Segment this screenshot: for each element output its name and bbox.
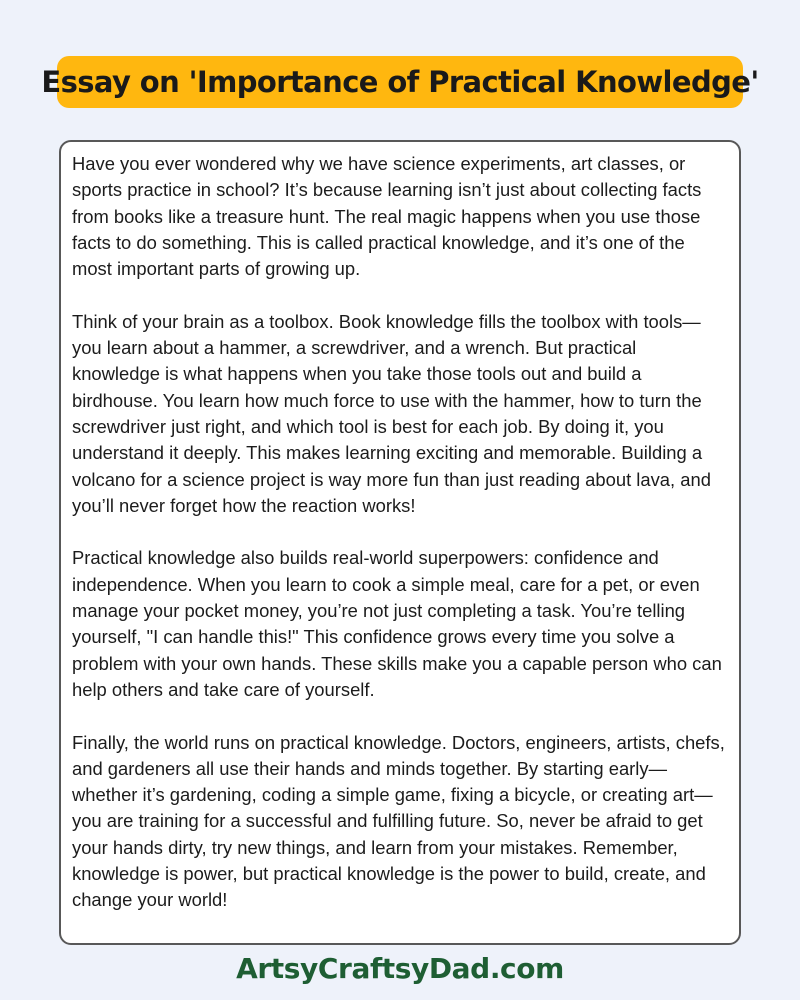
essay-paragraph-1: Have you ever wondered why we have science experiments, art classes, or sports practice in school? It’s because learning isn’t just about collecting facts from books like a treasure hunt. The real magic happens when you use those facts to do something. This is called practical knowledge, and it’s one of the most important parts of growing up.	[72, 153, 702, 280]
essay-paragraph-2: Think of your brain as a toolbox. Book knowledge fills the toolbox with tools—you learn about a hammer, a screwdriver, and a wrench. But practical knowledge is what happens when you take those tools out and build a birdhouse. You learn how much force to use with the hammer, how to turn the screwdriver just right, and which tool is best for each job. By doing it, you understand it deeply. This makes learning exciting and memorable. Building a volcano for a science project is way more fun than just reading about lava, and you’ll never forget how the reaction works!	[72, 310, 711, 516]
footer-brand: ArtsyCraftsyDad.com	[236, 952, 564, 985]
essay-paragraph-3: Practical knowledge also builds real-world superpowers: confidence and independence. When you learn to cook a simple meal, care for a pet, or even manage your pocket money, you’re not just completing a task. You’re telling yourself, "I can handle this!" This confidence grows every time you solve a problem with your own hands. These skills make you a capable person who can help others and take care of yourself.	[72, 547, 722, 700]
essay-card	[59, 140, 741, 945]
title-banner	[41, 56, 759, 108]
page-title: Essay on 'Importance of Practical Knowledge'	[41, 65, 759, 99]
essay-paragraph-4: Finally, the world runs on practical knowledge. Doctors, engineers, artists, chefs, and gardeners all use their hands and minds together. By starting early—whether it’s gardening, coding a simple game, fixing a bicycle, or creating art—you are training for a successful and fulfilling future. So, never be afraid to get your hands dirty, try new things, and learn from your mistakes. Remember, knowledge is power, but practical knowledge is the power to build, create, and change your world!	[72, 731, 725, 911]
